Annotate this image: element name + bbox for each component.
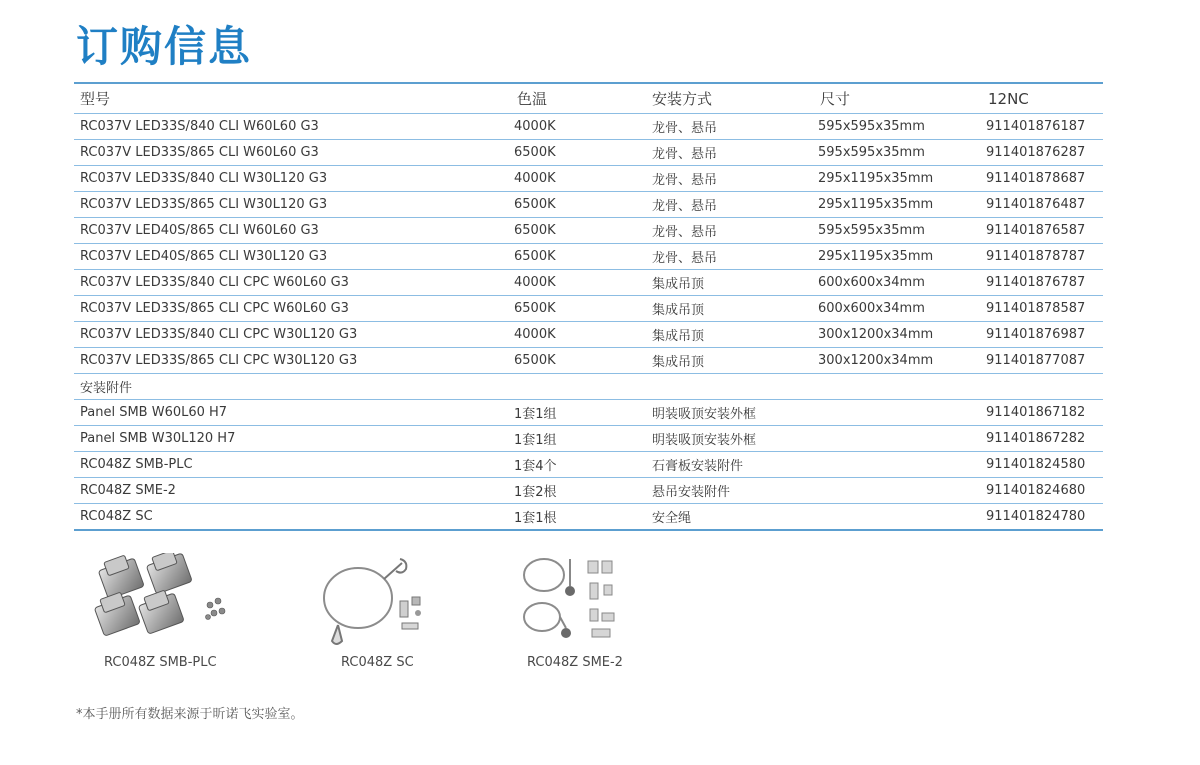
header-color-temp: 色温 [517,90,548,108]
cell-mounting: 集成吊顶 [652,329,705,344]
table-row [74,140,1103,166]
cell-size: 295x1195x35mm [818,249,934,264]
cell-mounting: 龙骨、悬吊 [652,251,718,266]
cell-mounting: 龙骨、悬吊 [652,199,718,214]
cell-mounting: 龙骨、悬吊 [652,147,718,162]
ordering-table [74,82,1103,531]
cell-size: 595x595x35mm [818,223,925,238]
cell-quantity: 1套2根 [514,485,557,500]
cell-model: Panel SMB W30L120 H7 [80,431,236,446]
footnote: *本手册所有数据来源于昕诺飞实验室。 [76,707,304,722]
cell-description: 悬吊安装附件 [652,485,731,500]
cell-12nc: 911401876487 [986,197,1086,212]
cell-description: 安全绳 [652,511,692,526]
cell-12nc: 911401877087 [986,353,1086,368]
cell-12nc: 911401878787 [986,249,1086,264]
table-row [74,192,1103,218]
cell-model: RC048Z SC [80,509,153,524]
cell-color-temp: 6500K [514,353,556,368]
cell-12nc: 911401878687 [986,171,1086,186]
table-row [74,348,1103,374]
cell-color-temp: 4000K [514,275,556,290]
accessory-gallery [0,545,700,675]
cell-model: Panel SMB W60L60 H7 [80,405,228,420]
cell-12nc: 911401824580 [986,457,1086,472]
cell-mounting: 集成吊顶 [652,303,705,318]
section-row-accessories [74,374,1103,400]
table-row [74,296,1103,322]
cell-quantity: 1套1根 [514,511,557,526]
cell-color-temp: 6500K [514,249,556,264]
table-row [74,270,1103,296]
cell-size: 295x1195x35mm [818,197,934,212]
cell-size: 295x1195x35mm [818,171,934,186]
cell-12nc: 911401876787 [986,275,1086,290]
cell-12nc: 911401824680 [986,483,1086,498]
cell-size: 600x600x34mm [818,301,925,316]
cell-size: 300x1200x34mm [818,353,934,368]
cell-model: RC037V LED33S/840 CLI W30L120 G3 [80,171,328,186]
cell-description: 明装吸顶安装外框 [652,407,757,422]
cell-size: 595x595x35mm [818,119,925,134]
header-12nc: 12NC [988,89,1029,108]
sme-2-image [516,553,626,652]
cell-12nc: 911401876187 [986,119,1086,134]
table-row [74,166,1103,192]
cell-12nc: 911401867182 [986,405,1086,420]
cell-model: RC037V LED33S/840 CLI CPC W30L120 G3 [80,327,358,342]
safety-cable-illustration [318,553,438,648]
cell-12nc: 911401824780 [986,509,1086,524]
cell-model: RC037V LED33S/840 CLI CPC W60L60 G3 [80,275,349,290]
cell-color-temp: 4000K [514,327,556,342]
cell-description: 石膏板安装附件 [652,459,744,474]
table-row [74,114,1103,140]
mounting-clips-illustration [92,553,242,648]
cell-quantity: 1套1组 [514,407,557,422]
section-label: 安装附件 [80,381,133,396]
sc-image [318,553,438,652]
gallery-label: RC048Z SMB-PLC [104,655,217,670]
cell-mounting: 集成吊顶 [652,355,705,370]
cell-12nc: 911401876287 [986,145,1086,160]
cell-mounting: 集成吊顶 [652,277,705,292]
cell-12nc: 911401876987 [986,327,1086,342]
accessory-row [74,504,1103,529]
cell-model: RC048Z SME-2 [80,483,176,498]
cell-model: RC037V LED33S/865 CLI CPC W30L120 G3 [80,353,358,368]
header-mounting: 安装方式 [652,90,713,108]
cell-model: RC037V LED40S/865 CLI W60L60 G3 [80,223,319,238]
cell-color-temp: 6500K [514,145,556,160]
table-row [74,218,1103,244]
suspension-kit-illustration [516,553,626,648]
header-model: 型号 [80,90,111,108]
accessory-row [74,426,1103,452]
cell-quantity: 1套1组 [514,433,557,448]
cell-model: RC037V LED33S/865 CLI W30L120 G3 [80,197,328,212]
cell-12nc: 911401876587 [986,223,1086,238]
cell-model: RC037V LED33S/840 CLI W60L60 G3 [80,119,319,134]
cell-size: 595x595x35mm [818,145,925,160]
cell-model: RC037V LED33S/865 CLI CPC W60L60 G3 [80,301,349,316]
cell-quantity: 1套4个 [514,459,557,474]
cell-size: 300x1200x34mm [818,327,934,342]
cell-mounting: 龙骨、悬吊 [652,121,718,136]
gallery-label: RC048Z SC [341,655,414,670]
cell-12nc: 911401867282 [986,431,1086,446]
table-row [74,322,1103,348]
accessory-row [74,478,1103,504]
cell-model: RC037V LED33S/865 CLI W60L60 G3 [80,145,319,160]
header-size: 尺寸 [820,90,851,108]
cell-mounting: 龙骨、悬吊 [652,173,718,188]
cell-size: 600x600x34mm [818,275,925,290]
cell-color-temp: 6500K [514,301,556,316]
cell-color-temp: 4000K [514,119,556,134]
cell-description: 明装吸顶安装外框 [652,433,757,448]
accessory-row [74,452,1103,478]
smb-plc-image [92,553,242,652]
cell-color-temp: 6500K [514,197,556,212]
cell-model: RC048Z SMB-PLC [80,457,193,472]
table-row [74,244,1103,270]
table-header-row [74,84,1103,114]
gallery-label: RC048Z SME-2 [527,655,623,670]
page-title: 订购信息 [76,22,253,71]
cell-mounting: 龙骨、悬吊 [652,225,718,240]
cell-12nc: 911401878587 [986,301,1086,316]
cell-model: RC037V LED40S/865 CLI W30L120 G3 [80,249,328,264]
cell-color-temp: 4000K [514,171,556,186]
cell-color-temp: 6500K [514,223,556,238]
accessory-row [74,400,1103,426]
